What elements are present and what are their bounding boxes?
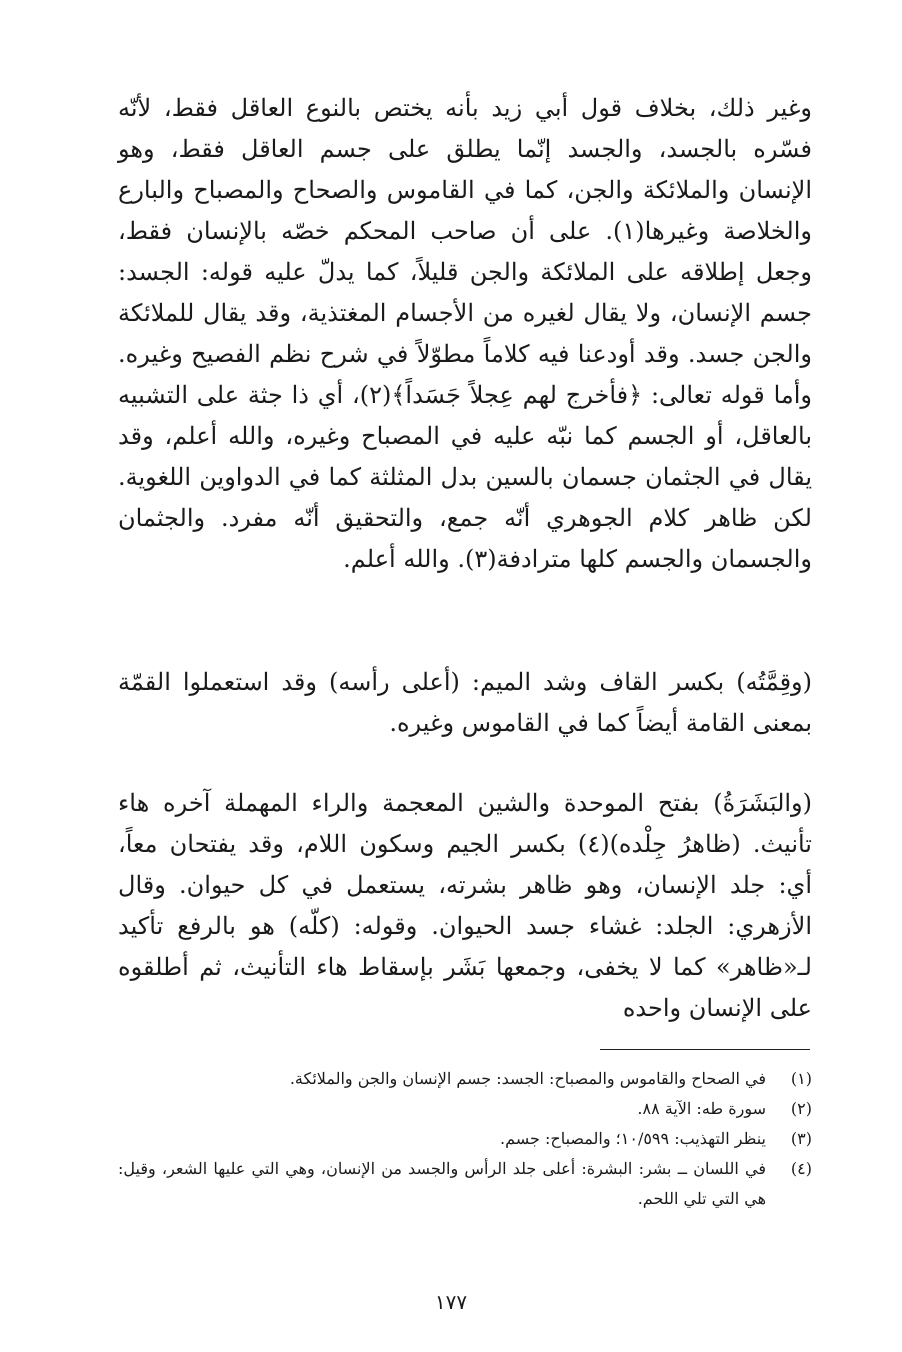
paragraph-3: (والبَشَرَةُ) بفتح الموحدة والشين المعجمة والراء المهملة آخره هاء تأنيث. (ظاهرُ جِلْده)(٤) بكسر الجيم وسكون اللام، وقد يفتحان معاً، أي: جلد الإنسان، وهو ظاهر بشرته، يستعمل في كل حيوان. وقال الأزهري: الجلد: غشاء جسد الحيوان. وقوله: (كلّه) هو بالرفع تأكيد لـ«ظاهر» كما لا يخفى، وجمعها بَشَر بإسقاط هاء التأنيث، ثم أطلقوه على الإنسان واحده [118, 789, 812, 1022]
footnote-text: في الصحاح والقاموس والمصباح: الجسد: جسم الإنسان والجن والملائكة. [289, 1069, 766, 1088]
footnote-number: (٤) [790, 1159, 812, 1178]
footnote-number: (٢) [790, 1099, 812, 1118]
footnotes [118, 1064, 812, 1214]
footnote-1 [118, 1064, 812, 1094]
footnote-3 [118, 1124, 812, 1154]
footnote-number: (١) [790, 1069, 812, 1088]
footnote-text: في اللسان ــ بشر: البشرة: أعلى جلد الرأس والجسد من الإنسان، وهي التي عليها الشعر، وقيل: هي التي تلي اللحم. [118, 1159, 766, 1208]
footnote-4 [118, 1154, 812, 1214]
paragraph-1: وغير ذلك، بخلاف قول أبي زيد بأنه يختص بالنوع العاقل فقط، لأنّه فسّره بالجسد، والجسد إنّما يطلق على جسم العاقل فقط، وهو الإنسان والملائكة والجن، كما في القاموس والصحاح والمصباح والبارع والخلاصة وغيرها(١). على أن صاحب المحكم خصّه بالإنسان فقط، وجعل إطلاقه على الملائكة والجن قليلاً، كما يدلّ عليه قوله: الجسد: جسم الإنسان، ولا يقال لغيره من الأجسام المغتذية، وقد يقال للملائكة والجن جسد. وقد أودعنا فيه كلاماً مطوّلاً في شرح نظم الفصيح وغيره. وأما قوله تعالى: ﴿فأخرج لهم عِجلاً جَسَداً﴾(٢)، أي ذا جثة على التشبيه بالعاقل، أو الجسم كما نبّه عليه في المصباح وغيره، والله أعلم، وقد يقال في الجثمان جسمان بالسين بدل المثلثة كما في الدواوين اللغوية. لكن ظاهر كلام الجوهري أنّه جمع، والتحقيق أنّه مفرد. والجثمان والجسمان والجسم كلها مترادفة(٣). والله أعلم. [118, 94, 812, 573]
footnote-text: سورة طه: الآية ٨٨. [637, 1099, 766, 1118]
footnote-separator [600, 1049, 810, 1050]
footnote-2 [118, 1094, 812, 1124]
page-number: ١٧٧ [434, 1290, 468, 1314]
footnote-text: ينظر التهذيب: ١٠/٥٩٩؛ والمصباح: جسم. [500, 1129, 766, 1148]
footnote-number: (٣) [790, 1129, 812, 1148]
paragraph-2: (وقِمَّتُه) بكسر القاف وشد الميم: (أعلى رأسه) وقد استعملوا القمّة بمعنى القامة أيضاً كما في القاموس وغيره. [118, 668, 812, 737]
